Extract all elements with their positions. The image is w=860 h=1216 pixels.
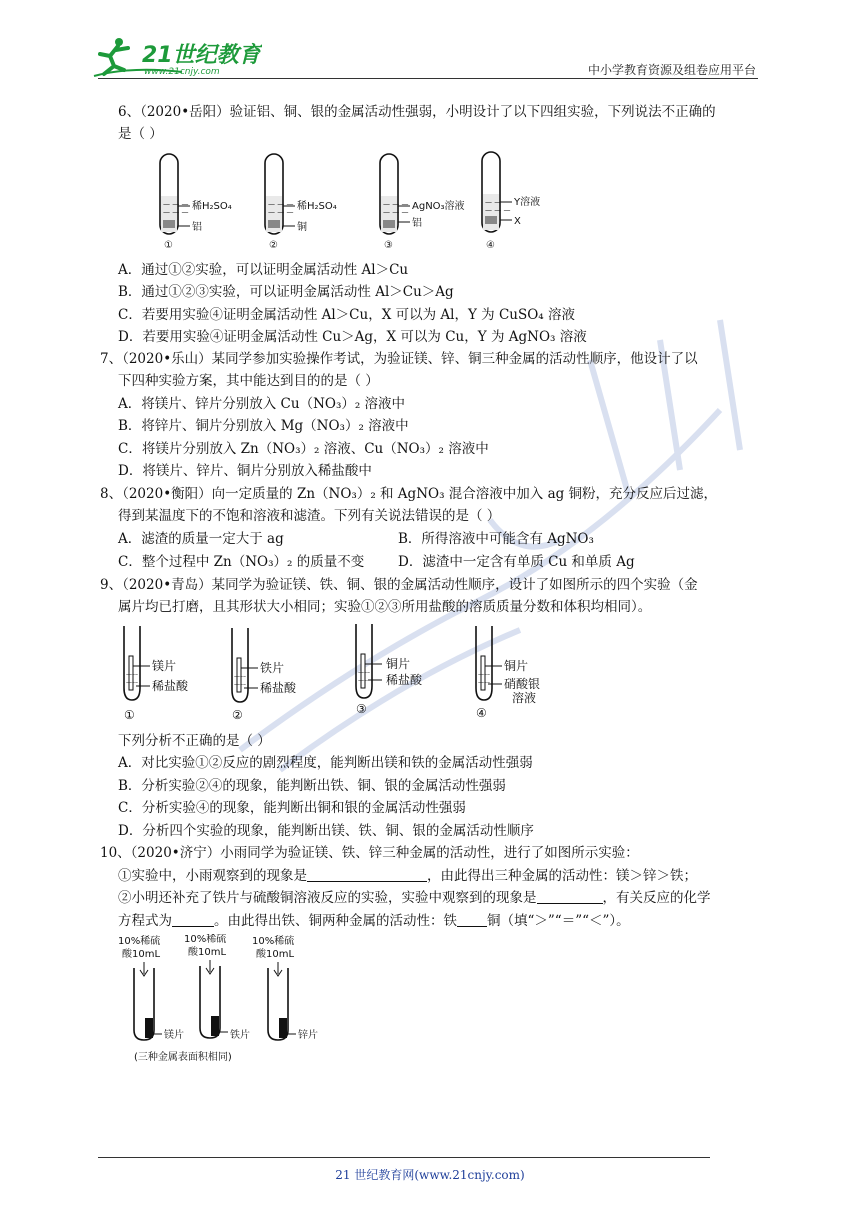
svg-text:––––: –––– (234, 673, 246, 680)
svg-text:––––: –––– (478, 671, 490, 678)
q9-tube-1-metal: 镁片 (152, 659, 177, 673)
q6-tube-1-solution-label: 稀H₂SO₄ (192, 201, 232, 212)
q9-test-tube-4 (476, 626, 540, 720)
svg-text:— — —: — — — (383, 208, 409, 216)
q6-option-d: D．若要用实验④证明金属活动性 Cu＞Ag，X 可以为 Cu，Y 为 AgNO₃ 溶液 (118, 329, 587, 345)
q10-part3-text-c: 铜（填“＞”“＝”“＜”）。 (487, 913, 630, 929)
svg-text:— — —: — — — (163, 200, 189, 208)
q8-option-d: D．滤渣中一定含有单质 Cu 和单质 Ag (398, 554, 635, 570)
q10-blank-3[interactable] (172, 912, 214, 927)
q6-test-tube-2 (265, 154, 337, 251)
q7-option-b: B．将锌片、铜片分别放入 Mg（NO₃）₂ 溶液中 (118, 418, 409, 434)
q6-test-tube-1 (160, 154, 232, 251)
q9-tube-4-liquid: 硝酸银 (504, 677, 541, 691)
q9-tube-2-metal: 铁片 (260, 661, 285, 675)
q6-test-tube-3 (380, 154, 465, 251)
q9-stem-line1: 9、（2020•青岛）某同学为验证镁、铁、铜、银的金属活动性顺序，设计了如图所示的四个实验（金 (100, 577, 698, 593)
q7-stem-line1: 7、（2020•乐山）某同学参加实验操作考试，为验证镁、锌、铜三种金属的活动性顺序，他设计了以 (100, 351, 698, 367)
platform-name: 中小学教育资源及组卷应用平台 (587, 63, 756, 77)
q9-option-b: B．分析实验②④的现象，能判断出铁、铜、银的金属活动性强弱 (118, 778, 506, 794)
q6-tube-2-metal-label: 铜 (297, 222, 307, 233)
logo-text: 21世纪教育 (142, 43, 261, 68)
q6-option-b: B．通过①②③实验，可以证明金属活动性 Al＞Cu＞Ag (118, 284, 454, 300)
q9-option-d: D．分析四个实验的现象，能判断出镁、铁、铜、银的金属活动性顺序 (118, 823, 534, 839)
svg-text:— — —: — — — (268, 208, 294, 216)
q7-option-d: D．将镁片、锌片、铜片分别放入稀盐酸中 (118, 463, 372, 479)
q6-tube-1-number: ① (164, 240, 173, 251)
q10-tube-1 (118, 934, 184, 1041)
q9-option-a: A．对比实验①②反应的剧烈程度，能判断出镁和铁的金属活动性强弱 (118, 755, 533, 771)
q9-tube-3-metal: 铜片 (386, 657, 411, 671)
q10-tube-1-metal: 镁片 (164, 1030, 184, 1041)
q7-option-a: A．将镁片、锌片分别放入 Cu（NO₃）₂ 溶液中 (118, 396, 406, 412)
q6-stem-line1: 6、（2020•岳阳）验证铝、铜、银的金属活动性强弱，小明设计了以下四组实验，下列说法不正确的 (118, 104, 716, 120)
q10-stem: 10、（2020•济宁）小雨同学为验证镁、铁、锌三种金属的活动性，进行了如图所示实验： (100, 845, 639, 861)
q9-tube-4-metal: 铜片 (504, 659, 529, 673)
q10-tube-2-acid-line1: 10%稀硫 (184, 934, 227, 945)
svg-text:––––: –––– (478, 679, 490, 686)
q10-part3-text-b: 。由此得出铁、铜两种金属的活动性：铁 (214, 913, 457, 929)
svg-text:— — —: — — — (163, 208, 189, 216)
svg-text:— — —: — — — (268, 200, 294, 208)
svg-text:––––: –––– (126, 679, 138, 686)
q6-tube-4-metal-label: X (514, 216, 521, 227)
footer-link[interactable]: 21 世纪教育网(www.21cnjy.com) (335, 1168, 525, 1182)
logo-url: www.21cnjy.com (144, 67, 220, 77)
q10-part1-text-a: ①实验中，小雨观察到的现象是 (118, 868, 307, 884)
q10-figure (112, 934, 352, 1068)
q6-option-a: A．通过①②实验，可以证明金属活动性 Al＞Cu (118, 262, 409, 278)
svg-text:––––: –––– (234, 681, 246, 688)
q10-tube-3-metal: 锌片 (298, 1030, 318, 1041)
q10-part3-text-a: 方程式为 (118, 913, 172, 929)
q6-tube-3-number: ③ (384, 240, 393, 251)
q10-blank-4[interactable] (457, 912, 487, 927)
header-divider (98, 78, 758, 79)
footer-divider (98, 1157, 710, 1158)
svg-text:––––: –––– (358, 677, 370, 684)
q9-test-tube-2 (232, 628, 297, 722)
q9-tube-1-number: ① (124, 708, 135, 722)
q9-test-tube-1 (124, 626, 189, 722)
q6-tube-3-solution-label: AgNO₃溶液 (412, 201, 465, 212)
q9-option-c: C．分析实验④的现象，能判断出铜和银的金属活动性强弱 (118, 800, 466, 816)
q8-stem-line2: 得到某温度下的不饱和溶液和滤渣。下列有关说法错误的是（ ） (118, 508, 501, 524)
q6-tube-3-metal-label: 铝 (412, 218, 422, 229)
q9-figure (112, 620, 572, 724)
q6-tube-2-solution-label: 稀H₂SO₄ (297, 201, 337, 212)
svg-text:––––: –––– (358, 669, 370, 676)
q10-part2 (118, 889, 711, 907)
svg-text:––––: –––– (126, 671, 138, 678)
svg-text:— — —: — — — (383, 200, 409, 208)
q9-tube-1-liquid: 稀盐酸 (152, 679, 189, 693)
q10-tube-2 (184, 934, 250, 1041)
q9-stem-line3: 下列分析不正确的是（ ） (118, 733, 271, 749)
svg-text:— — —: — — — (485, 206, 511, 214)
q8-option-c: C．整个过程中 Zn（NO₃）₂ 的质量不变 (118, 554, 365, 570)
svg-text:— — —: — — — (485, 198, 511, 206)
q8-option-b: B．所得溶液中可能含有 AgNO₃ (398, 531, 594, 547)
q10-blank-2[interactable] (537, 889, 603, 904)
logo-runner-icon (92, 36, 262, 80)
q6-option-c: C．若要用实验④证明金属活动性 Al＞Cu，X 可以为 Al，Y 为 CuSO₄ 溶液 (118, 307, 576, 323)
q10-tube-3-acid-line2: 酸10mL (256, 949, 295, 960)
q8-stem-line1: 8、（2020•衡阳）向一定质量的 Zn（NO₃）₂ 和 AgNO₃ 混合溶液中加入 ag 铜粉，充分反应后过滤， (100, 486, 718, 502)
q7-option-c: C．将镁片分别放入 Zn（NO₃）₂ 溶液、Cu（NO₃）₂ 溶液中 (118, 441, 489, 457)
q10-blank-1[interactable] (307, 867, 427, 882)
q9-tube-4-number: ④ (476, 706, 487, 720)
q10-tube-3-acid-line1: 10%稀硫 (252, 936, 295, 947)
q10-figure-caption: (三种金属表面积相同) (134, 1052, 232, 1063)
q10-part2-text-a: ②小明还补充了铁片与硫酸铜溶液反应的实验，实验中观察到的现象是 (118, 890, 537, 906)
q9-tube-2-number: ② (232, 708, 243, 722)
q10-part1-text-b: ，由此得出三种金属的活动性：镁＞锌＞铁； (427, 868, 697, 884)
q8-option-a: A．滤渣的质量一定大于 ag (118, 531, 284, 547)
q6-stem-line2: 是（ ） (118, 126, 163, 142)
q6-tube-2-number: ② (269, 240, 278, 251)
q10-tube-2-metal: 铁片 (230, 1030, 250, 1041)
q10-part1 (118, 867, 697, 885)
site-logo (92, 36, 262, 80)
q10-tube-1-acid-line1: 10%稀硫 (118, 936, 161, 947)
q6-tube-4-number: ④ (486, 240, 495, 251)
q10-part3 (118, 912, 630, 930)
q6-tube-1-metal-label: 铝 (192, 222, 202, 233)
q10-tube-2-acid-line2: 酸10mL (188, 947, 227, 958)
q6-test-tube-4 (482, 152, 540, 251)
q10-part2-text-b: ，有关反应的化学 (602, 890, 711, 906)
q10-tube-3 (252, 934, 318, 1041)
q9-stem-line2: 属片均已打磨，且其形状大小相同；实验①②③所用盐酸的溶质质量分数和体积均相同）。 (118, 599, 652, 615)
q10-tube-1-acid-line2: 酸10mL (122, 949, 161, 960)
q9-tube-2-liquid: 稀盐酸 (260, 681, 297, 695)
q9-tube-3-liquid: 稀盐酸 (386, 673, 423, 687)
q9-tube-4-liquid-line2: 溶液 (512, 691, 537, 705)
q9-test-tube-3 (356, 624, 423, 716)
q6-figure (150, 148, 570, 256)
q7-stem-line2: 下四种实验方案，其中能达到目的的是（ ） (118, 373, 379, 389)
q6-tube-4-solution-label: Y溶液 (514, 197, 541, 208)
q9-tube-3-number: ③ (356, 702, 367, 716)
